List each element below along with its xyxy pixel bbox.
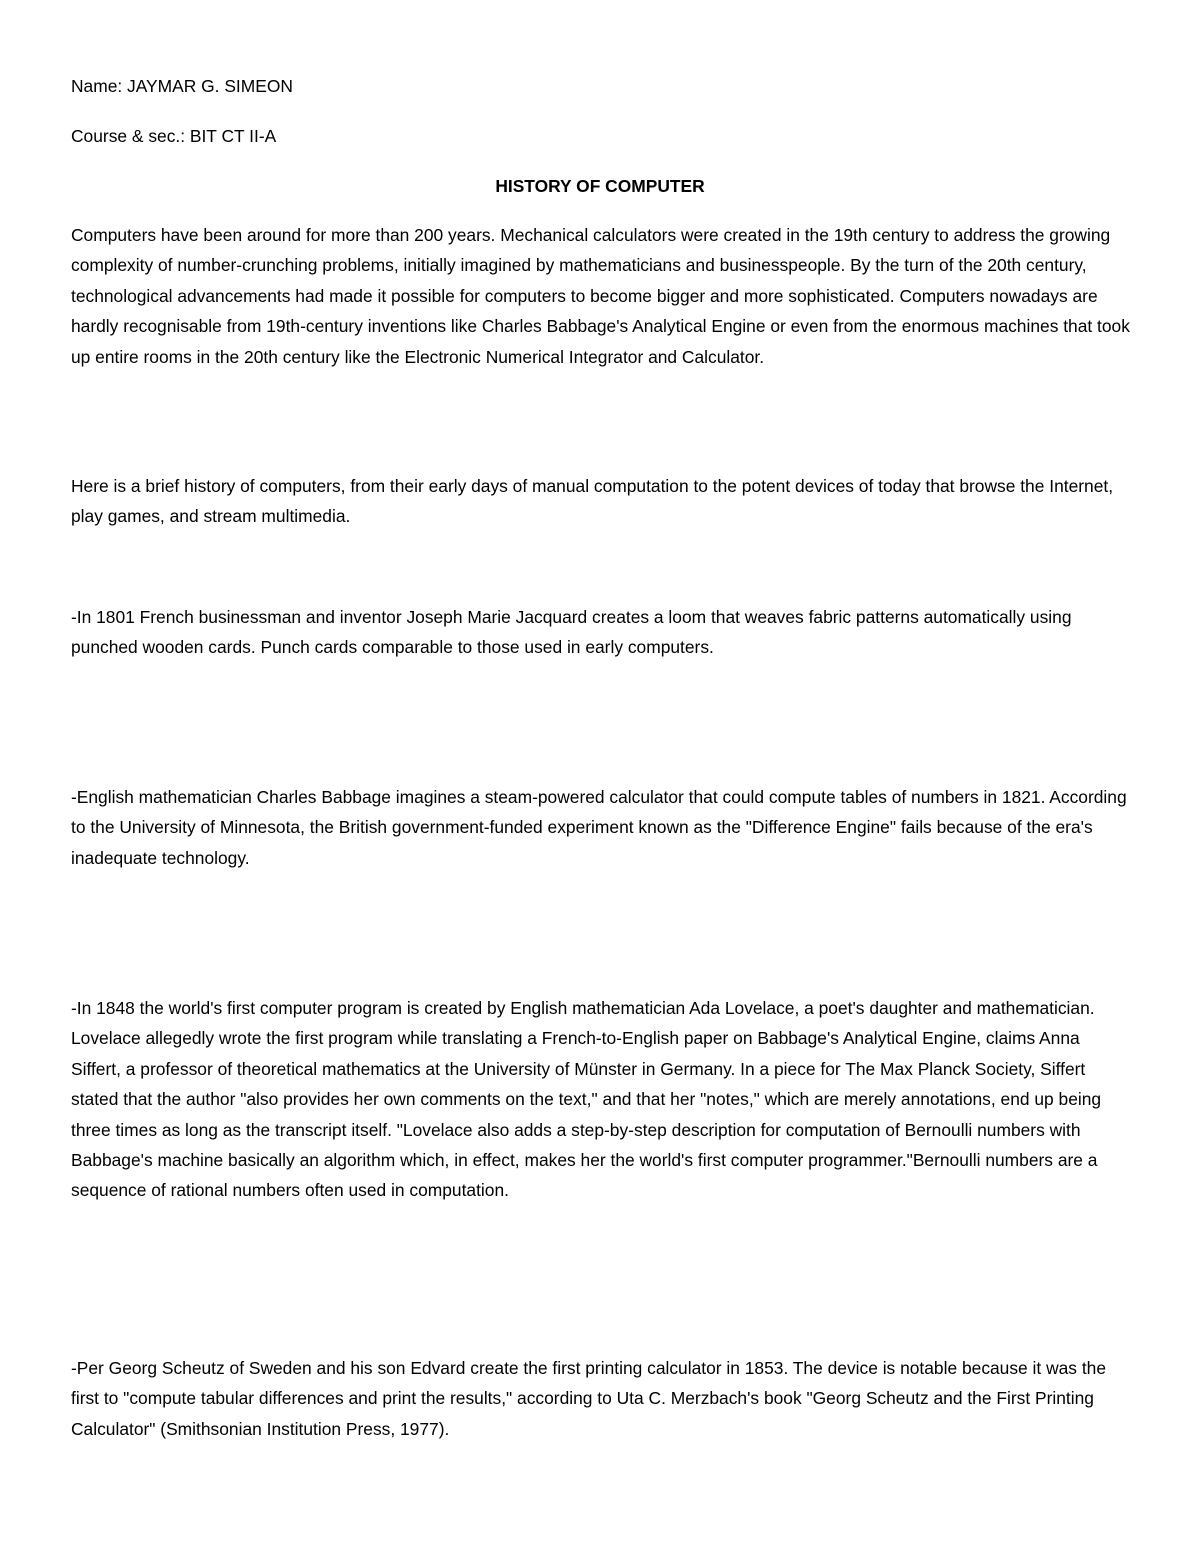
course-section: Course & sec.: BIT CT II-A	[71, 126, 277, 146]
overview-paragraph: Here is a brief history of computers, from their early days of manual computation to the potent devices of today that browse the Internet, play games, and stream multimedia.	[71, 476, 1114, 527]
document-title: HISTORY OF COMPUTER	[495, 176, 705, 196]
intro-paragraph: Computers have been around for more than 200 years. Mechanical calculators were created in the 19th century to address the growing complexity of number-crunching problems, initially imagined by mathematicians and businesspeople. By the turn of the 20th century, technological advancements had made it possible for computers to become bigger and more sophisticated. Computers nowadays are hardly recognisable from 19th-century inventions like Charles Babbage's Analytical Engine or even from the enormous machines that took up entire rooms in the 20th century like the Electronic Numerical Integrator and Calculator.	[71, 225, 1130, 367]
scheutz-paragraph: -Per Georg Scheutz of Sweden and his son Edvard create the first printing calculator in 1853. The device is notable because it was the first to "compute tabular differences and print the results," according to Uta C. Merzbach's book "Georg Scheutz and the First Printing Calculator" (Smithsonian Institution Press, 1977).	[71, 1358, 1107, 1439]
lovelace-paragraph: -In 1848 the world's first computer program is created by English mathematician Ada Lovelace, a poet's daughter and mathematician. Lovelace allegedly wrote the first program while translating a French-to-English paper on Babbage's Analytical Engine, claims Anna Siffert, a professor of theoretical mathematics at the University of Münster in Germany. In a piece for The Max Planck Society, Siffert stated that the author "also provides her own comments on the text," and that her "notes," which are merely annotations, end up being three times as long as the transcript itself. "Lovelace also adds a step-by-step description for computation of Bernoulli numbers with Babbage's machine basically an algorithm which, in effect, makes her the world's first computer programmer."Bernoulli numbers are a sequence of rational numbers often used in computation.	[71, 998, 1102, 1201]
babbage-paragraph: -English mathematician Charles Babbage imagines a steam-powered calculator that could compute tables of numbers in 1821. According to the University of Minnesota, the British government-funded experiment known as the "Difference Engine" fails because of the era's inadequate technology.	[71, 787, 1127, 868]
student-name: Name: JAYMAR G. SIMEON	[71, 76, 293, 96]
jacquard-paragraph: -In 1801 French businessman and inventor Joseph Marie Jacquard creates a loom that weaves fabric patterns automatically using punched wooden cards. Punch cards comparable to those used in early computers.	[71, 607, 1072, 658]
